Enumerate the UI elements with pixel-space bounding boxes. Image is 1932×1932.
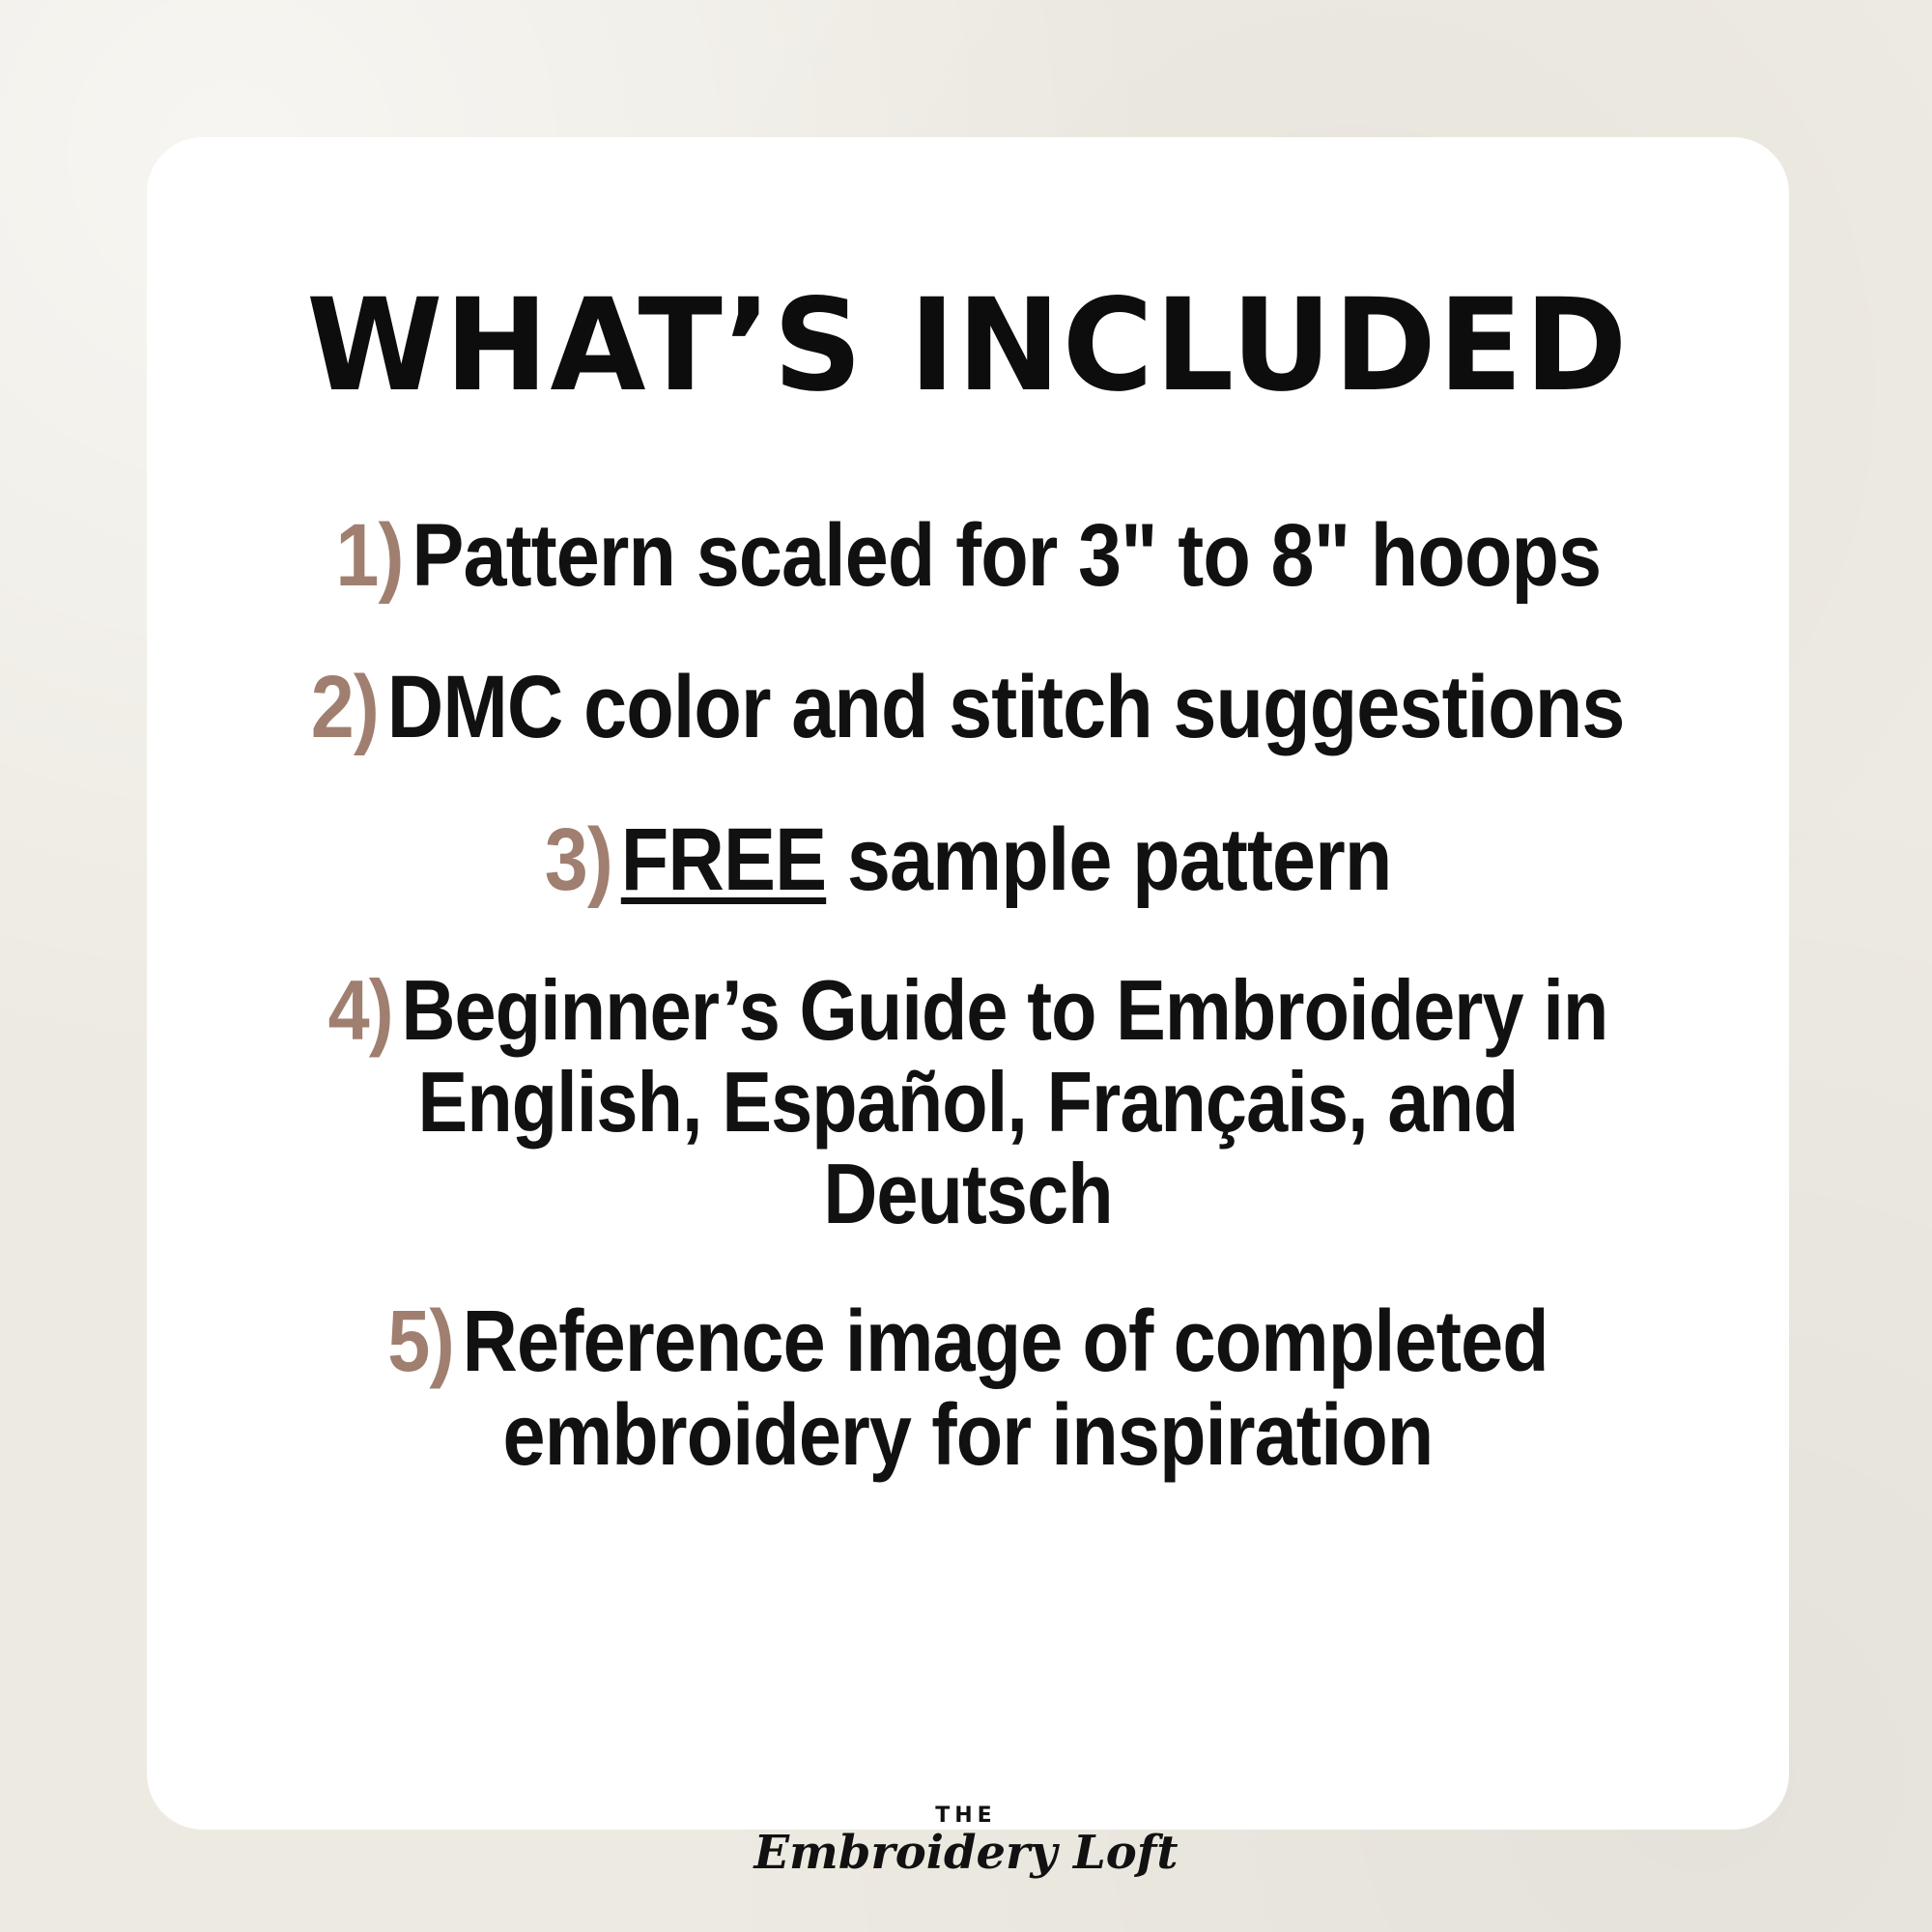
list-item [311,660,1625,755]
list-item-number: 2) [311,658,380,757]
brand-logo [0,1804,1932,1880]
brand-prefix: THE [935,1804,997,1828]
included-list [214,508,1721,1484]
list-item-label: Reference image of completed embroidery for inspiration [462,1293,1548,1485]
list-item-label: DMC color and stitch suggestions [387,658,1625,757]
list-item-label: sample pattern [826,810,1392,909]
list-item [545,812,1392,908]
list-item-label: Pattern scaled for 3" to 8" hoops [412,506,1601,605]
list-item [305,1295,1632,1483]
list-item [335,508,1601,604]
list-item-emphasis: FREE [620,810,827,909]
list-item-number: 3) [544,810,612,909]
list-item-number: 4) [327,962,393,1059]
list-item-number: 1) [335,506,404,605]
list-item-label: Beginner’s Guide to Embroidery in English, Español, Français, and Deutsch [401,962,1608,1242]
list-item-number: 5) [387,1293,454,1391]
list-item [305,962,1632,1242]
page-title: WHAT’S INCLUDED [306,271,1630,420]
brand-name: Embroidery Loft [753,1826,1179,1880]
content-card [147,137,1789,1830]
